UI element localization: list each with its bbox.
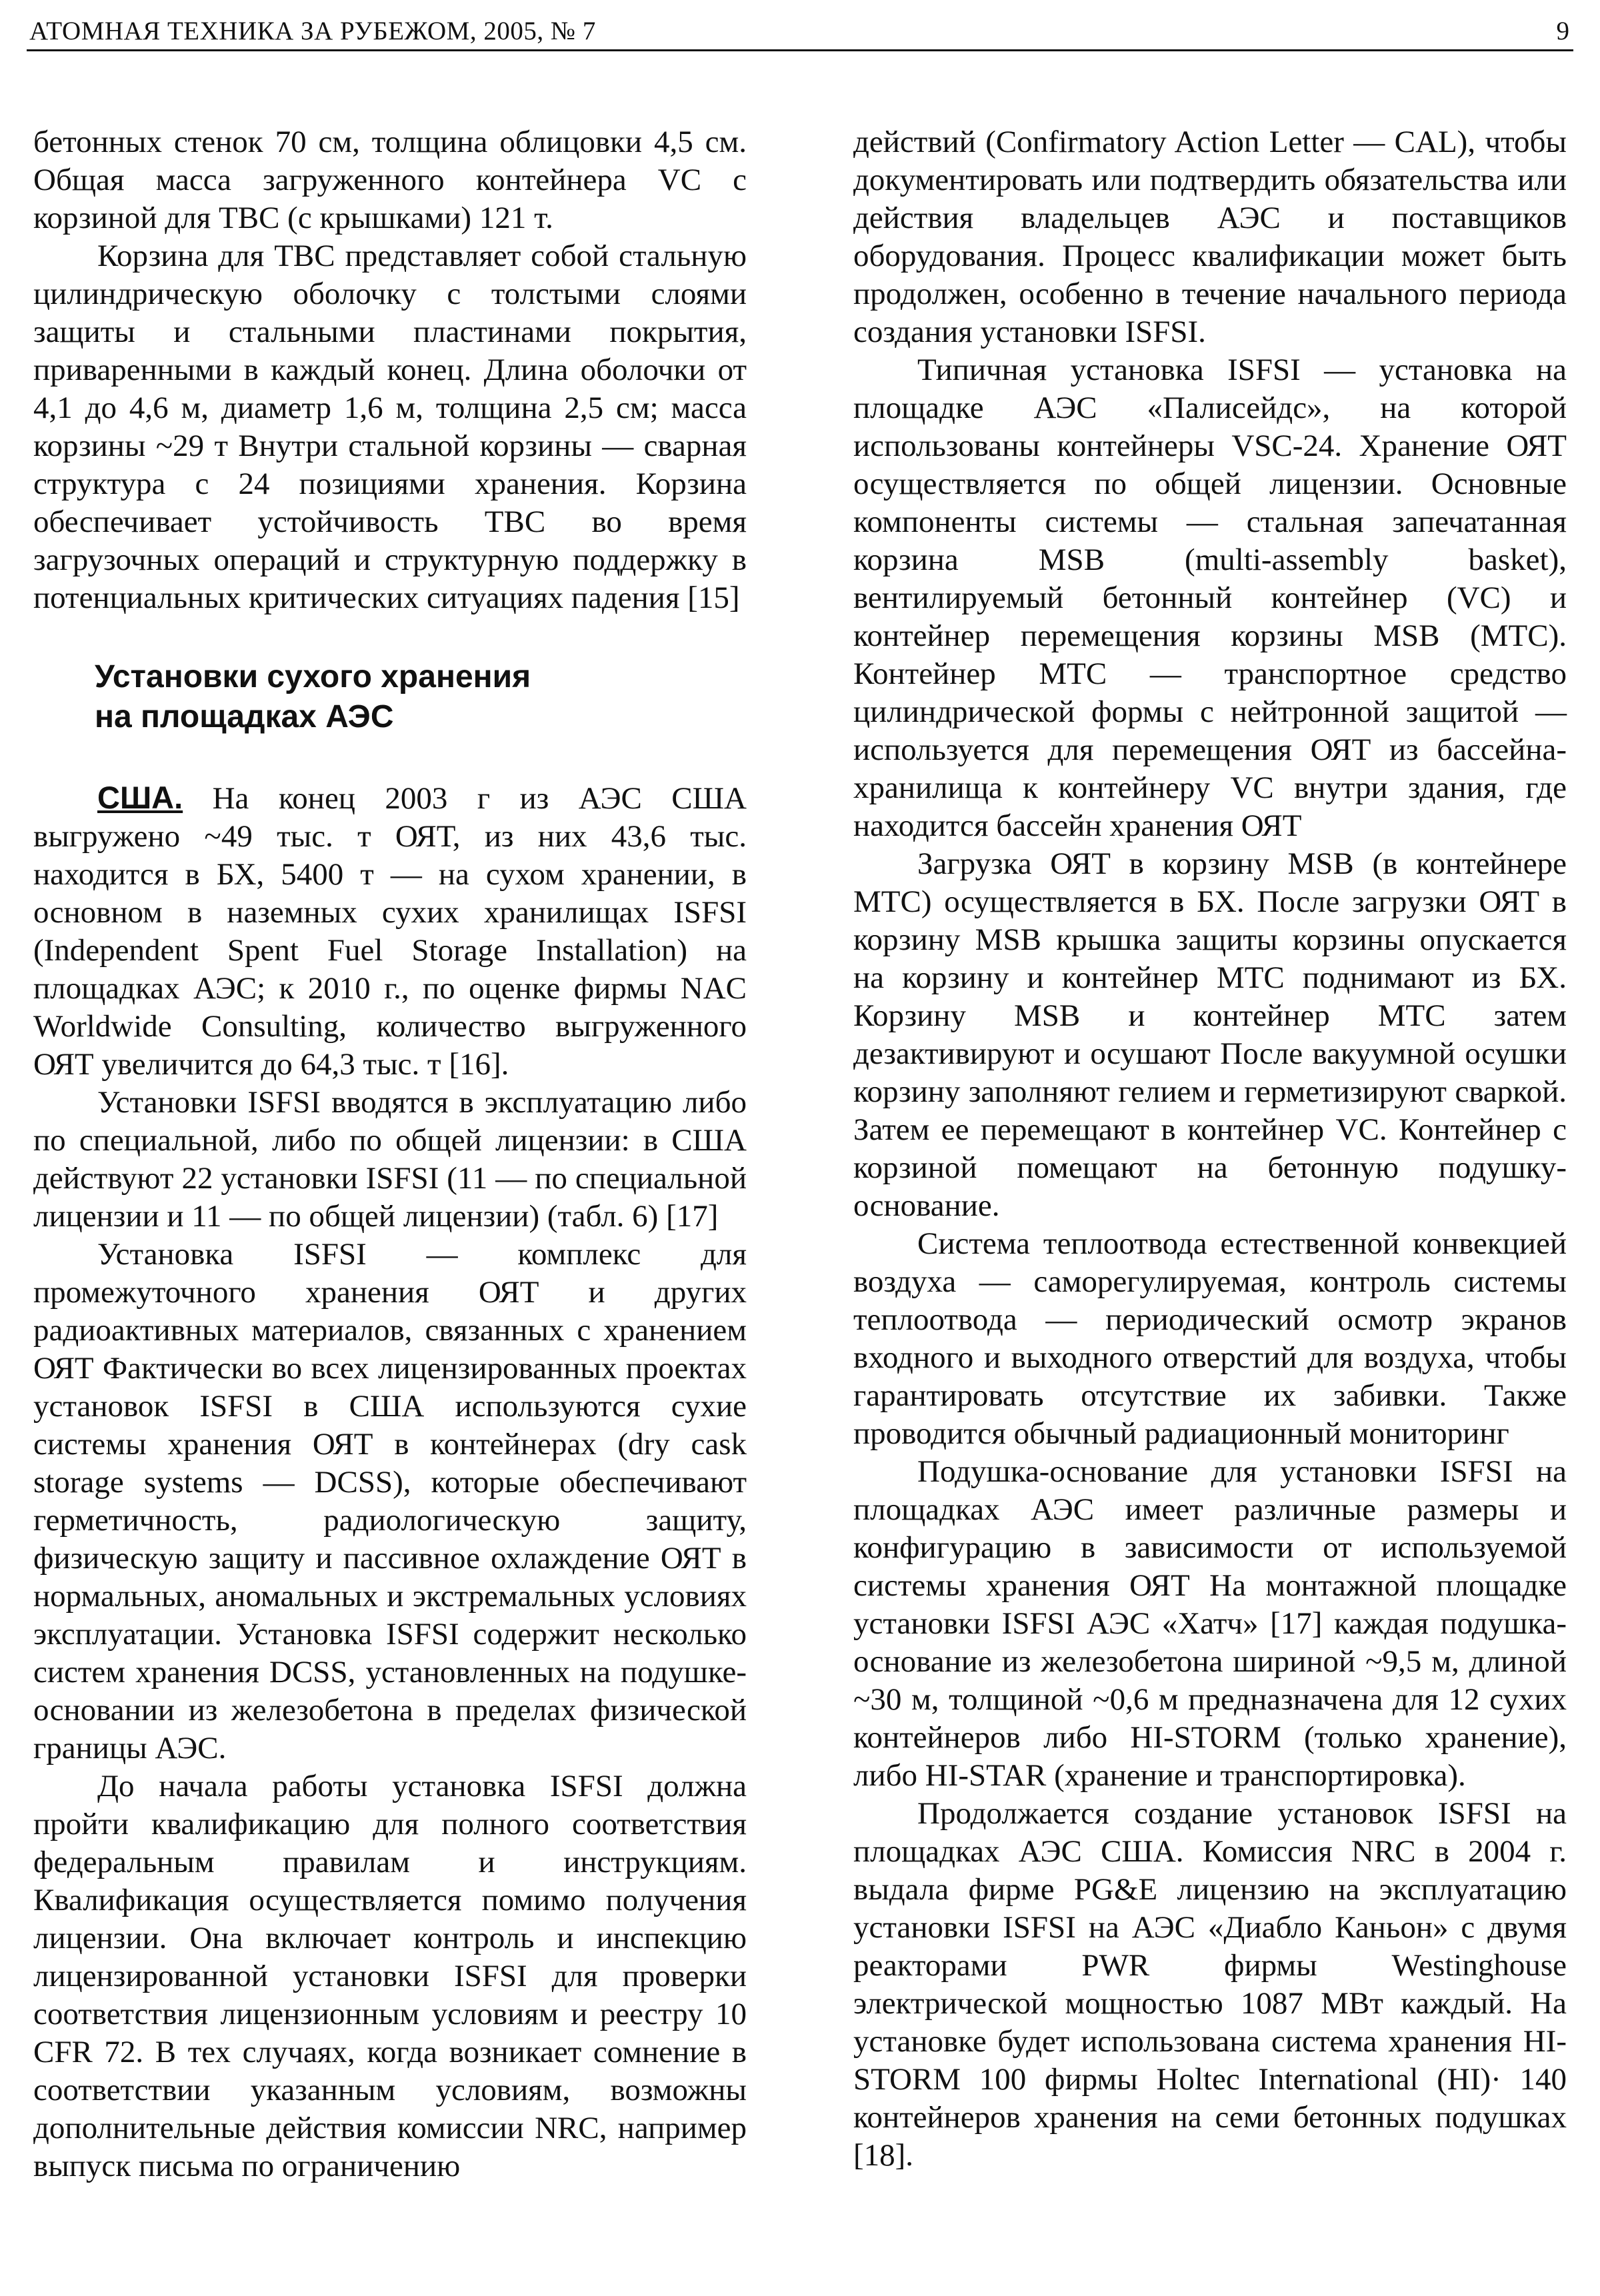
paragraph: Подушка-основание для установки ISFSI на площадках АЭС имеет различные размеры и конфигурацию в зависимости от используемой системы хранения ОЯТ На монтажной площадке установки ISFSI АЭС «Хатч» [17] каждая подушка-основание из железобетона шириной ~9,5 м, длиной ~30 м, толщиной ~0,6 м предназначена для 12 сухих контейнеров либо HI-STORM (только хранение), либо HI-STAR (хранение и транспортировка). bbox=[853, 1454, 1567, 1793]
paragraph: бетонных стенок 70 см, толщина облицовки 4,5 см. Общая масса загруженного контейнера VC с корзиной для ТВС (с крышками) 121 т. bbox=[33, 125, 747, 235]
paragraph: Типичная установка ISFSI — установка на площадке АЭС «Палисейдс», на которой использованы контейнеры VSC-24. Хранение ОЯТ осуществляется по общей лицензии. Основные компоненты системы — стальная запечатанная корзина MSB (multi-assembly basket), вентилируемый бетонный контейнер (VC) и контейнер перемещения корзины MSB (MTC). Контейнер MTC — транспортное средство цилиндрической формы с нейтронной защитой — используется для перемещения ОЯТ из бассейна-хранилища к контейнеру VC внутри здания, где находится бассейн хранения ОЯТ bbox=[853, 353, 1567, 843]
section-heading-line: на площадках АЭС bbox=[95, 699, 394, 734]
country-label: США. bbox=[97, 780, 183, 815]
running-title: АТОМНАЯ ТЕХНИКА ЗА РУБЕЖОМ, 2005, № 7 bbox=[29, 17, 596, 45]
paragraph: Система теплоотвода естественной конвекцией воздуха — саморегулируемая, контроль системы теплоотвода — периодический осмотр экранов входного и выходного отверстий для воздуха, чтобы гарантировать отсутствие их забивки. Также проводится обычный радиационный мониторинг bbox=[853, 1226, 1567, 1451]
paragraph: Установки ISFSI вводятся в эксплуатацию либо по специальной, либо по общей лицензии: в США действуют 22 установки ISFSI (11 — по специальной лицензии и 11 — по общей лицензии) (табл. 6) [17] bbox=[33, 1085, 747, 1234]
section-heading bbox=[95, 657, 747, 737]
paragraph: Продолжается создание установок ISFSI на площадках АЭС США. Комиссия NRC в 2004 г. выдала фирме PG&E лицензию на эксплуатацию установки ISFSI на АЭС «Диабло Каньон» с двумя реакторами PWR фирмы Westinghouse электрической мощностью 1087 МВт каждый. На установке будет использована система хранения HI-STORM 100 фирмы Holtec International (HI)· 140 контейнеров хранения на семи бетонных подушках [18]. bbox=[853, 1796, 1567, 2173]
paragraph: Загрузка ОЯТ в корзину MSB (в контейнере MTC) осуществляется в БХ. После загрузки ОЯТ в корзину MSB крышка защиты корзины опускается на корзину и контейнер MTC поднимают из БХ. Корзину MSB и контейнер MTC затем дезактивируют и осушают После вакуумной осушки корзину заполняют гелием и герметизируют сваркой. Затем ее перемещают в контейнер VC. Контейнер с корзиной помещают на бетонную подушку-основание. bbox=[853, 846, 1567, 1223]
paragraph: Корзина для ТВС представляет собой стальную цилиндрическую оболочку с толстыми слоями защиты и стальными пластинами покрытия, приваренными в каждый конец. Длина оболочки от 4,1 до 4,6 м, диаметр 1,6 м, толщина 2,5 см; масса корзины ~29 т Внутри стальной корзины — сварная структура с 24 позициями хранения. Корзина обеспечивает устойчивость ТВС во время загрузочных операций и структурную поддержку в потенциальных критических ситуациях падения [15] bbox=[33, 239, 747, 615]
paragraph: До начала работы установка ISFSI должна пройти квалификацию для полного соответствия федеральным правилам и инструкциям. Квалификация осуществляется помимо получения лицензии. Она включает контроль и инспекцию лицензированной установки ISFSI для проверки соответствия лицензионным условиям и реестру 10 CFR 72. В тех случаях, когда возникает сомнение в соответствии указанным условиям, возможны дополнительные действия комиссии NRC, например выпуск письма по ограничению bbox=[33, 1769, 747, 2183]
paragraph: действий (Confirmatory Action Letter — CAL), чтобы документировать или подтвердить обязательства или действия владельцев АЭС и поставщиков оборудования. Процесс квалификации может быть продолжен, особенно в течение начального периода создания установки ISFSI. bbox=[853, 125, 1567, 349]
section-heading-line: Установки сухого хранения bbox=[95, 659, 531, 694]
paragraph bbox=[33, 778, 747, 1084]
left-column bbox=[33, 123, 747, 2185]
paragraph: Установка ISFSI — комплекс для промежуточного хранения ОЯТ и других радиоактивных материалов, связанных с хранением ОЯТ Фактически во всех лицензированных проектах установок ISFSI в США используются сухие системы хранения ОЯТ в контейнерах (dry cask storage systems — DCSS), которые обеспечивают герметичность, радиологическую защиту, физическую защиту и пассивное охлаждение ОЯТ в нормальных, аномальных и экстремальных условиях эксплуатации. Установка ISFSI содержит несколько систем хранения DCSS, установленных на подушке-основании из железобетона в пределах физической границы АЭС. bbox=[33, 1237, 747, 1765]
page-number: 9 bbox=[1556, 17, 1569, 45]
right-column bbox=[853, 123, 1567, 2175]
paragraph-text: На конец 2003 г из АЭС США выгружено ~49 тыс. т ОЯТ, из них 43,6 тыс. находится в БХ, 5400 т — на сухом хранении, в основном в наземных сухих хранилищах ISFSI (Independent Spent Fuel Storage Installation) на площадках АЭС; к 2010 г., по оценке фирмы NAC Worldwide Consulting, количество выгруженного ОЯТ увеличится до 64,3 тыс. т [16]. bbox=[33, 781, 747, 1082]
page-header bbox=[27, 12, 1573, 51]
